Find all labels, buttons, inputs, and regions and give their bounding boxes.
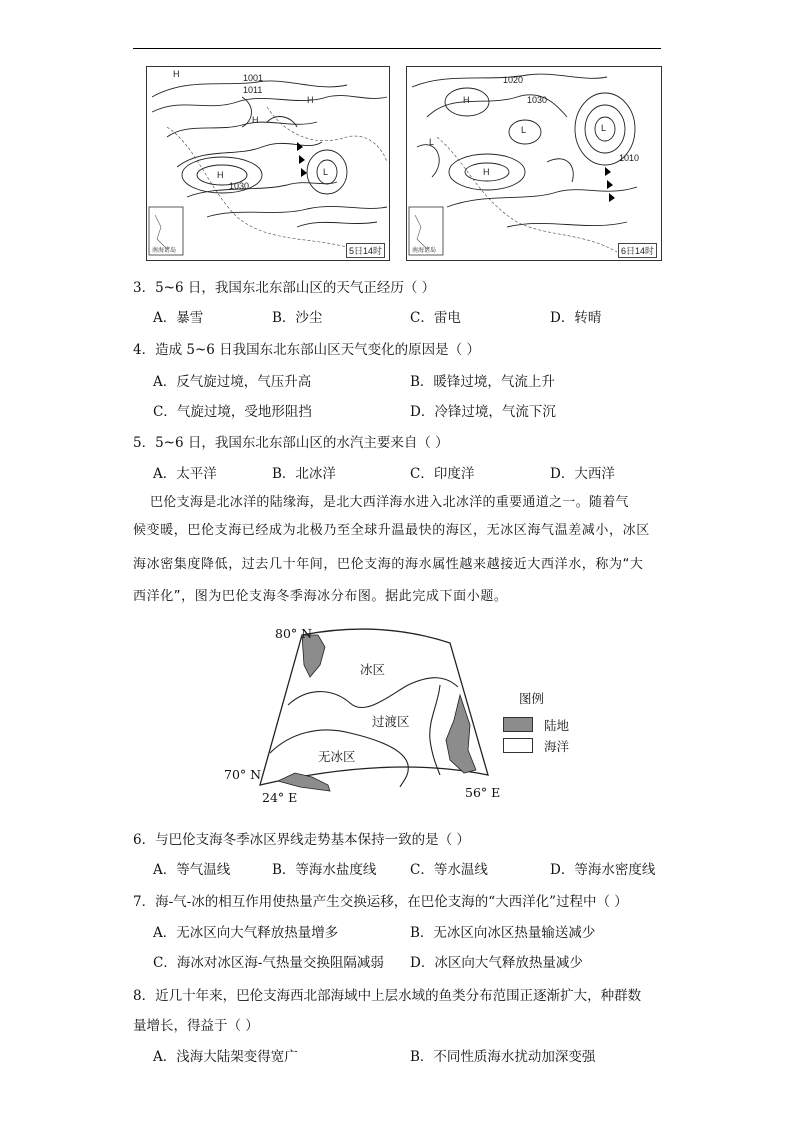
weather-map-day6: [406, 66, 662, 261]
isobar-lines-day5: [147, 67, 389, 260]
question-7-option-d[interactable]: D．冰区向大气释放热量减少: [410, 955, 583, 971]
legend-title: 图例: [519, 691, 545, 706]
high-pressure-label: H: [173, 69, 180, 79]
legend-ocean-label: 海洋: [544, 739, 570, 754]
question-8-option-a[interactable]: A．浅海大陆架变得宽广: [153, 1049, 298, 1065]
header-rule: [133, 48, 661, 49]
question-5-option-b[interactable]: B．北冰洋: [272, 466, 336, 482]
isobar-value-label: 1020: [503, 75, 524, 85]
passage-line-2: 候变暖，巴伦支海已经成为北极乃至全球升温最快的海区，无冰区海气温差减小，冰区: [133, 523, 650, 538]
question-3-stem: 3．5~6 日，我国东北东部山区的天气正经历（ ）: [133, 280, 436, 296]
low-pressure-label: L: [323, 167, 329, 177]
legend-land-label: 陆地: [544, 718, 570, 733]
question-5-option-a[interactable]: A．太平洋: [153, 466, 217, 482]
low-pressure-label: L: [521, 125, 527, 135]
question-8-stem-line-2: 量增长，得益于（ ）: [133, 1018, 259, 1034]
isobar-value-label: 1011: [243, 85, 263, 95]
isobar-value-label: 1030: [527, 95, 548, 105]
question-7-option-a[interactable]: A．无冰区向大气释放热量增多: [153, 925, 339, 941]
question-6-option-c[interactable]: C．等水温线: [410, 862, 488, 878]
legend-ocean-swatch: [503, 738, 533, 753]
isobar-value-label: 1010: [619, 153, 640, 163]
question-6-option-b[interactable]: B．等海水盐度线: [272, 862, 377, 878]
inset-label: 南海诸岛: [152, 248, 177, 254]
question-7-option-c[interactable]: C．海冰对冰区海-气热量交换阻隔减弱: [153, 955, 384, 971]
high-pressure-label: H: [217, 170, 224, 180]
latitude-bottom-label: 70° N: [224, 767, 262, 782]
question-4-option-b[interactable]: B．暖锋过境，气流上升: [410, 374, 555, 390]
question-8-option-b[interactable]: B．不同性质海水扰动加深变强: [410, 1049, 596, 1065]
low-pressure-label: L: [429, 137, 435, 147]
high-pressure-label: H: [307, 95, 314, 105]
question-3-option-c[interactable]: C．雷电: [410, 310, 461, 326]
longitude-left-label: 24° E: [262, 790, 298, 805]
low-pressure-label: L: [601, 123, 607, 133]
zone-free-label: 无冰区: [318, 749, 356, 764]
question-5-option-c[interactable]: C．印度洋: [410, 466, 475, 482]
passage-line-4: 西洋化”，图为巴伦支海冬季海冰分布图。据此完成下面小题。: [133, 589, 508, 604]
weather-map-day5: [146, 66, 390, 261]
question-6-stem: 6．与巴伦支海冬季冰区界线走势基本保持一致的是（ ）: [133, 832, 470, 848]
high-pressure-label: H: [483, 167, 490, 177]
question-6-option-a[interactable]: A．等气温线: [153, 862, 231, 878]
question-4-option-c[interactable]: C．气旋过境，受地形阻挡: [153, 404, 312, 420]
question-6-option-d[interactable]: D．等海水密度线: [550, 862, 656, 878]
isobar-value-label: 1030: [229, 181, 250, 191]
question-4-option-d[interactable]: D．冷锋过境，气流下沉: [410, 404, 556, 420]
zone-transition-label: 过渡区: [372, 714, 410, 729]
question-8-stem-line-1: 8．近几十年来，巴伦支海西北部海域中上层水域的鱼类分布范围正逐渐扩大，种群数: [133, 988, 642, 1004]
map-time-label: 6日14时: [618, 243, 657, 258]
isobar-value-label: 1001: [243, 73, 264, 83]
high-pressure-label: H: [252, 115, 259, 125]
question-7-option-b[interactable]: B．无冰区向冰区热量输送减少: [410, 925, 596, 941]
question-5-stem: 5．5~6 日，我国东北东部山区的水汽主要来自（ ）: [133, 435, 449, 451]
longitude-right-label: 56° E: [465, 785, 501, 800]
question-3-option-b[interactable]: B．沙尘: [272, 310, 323, 326]
latitude-top-label: 80° N: [275, 626, 313, 641]
question-4-stem: 4．造成 5~6 日我国东北东部山区天气变化的原因是（ ）: [133, 342, 480, 358]
legend-land-swatch: [503, 717, 533, 732]
passage-line-1: 巴伦支海是北冰洋的陆缘海，是北大西洋海水进入北冰洋的重要通道之一。随着气: [150, 495, 629, 510]
question-4-option-a[interactable]: A．反气旋过境，气压升高: [153, 374, 312, 390]
high-pressure-label: H: [463, 95, 470, 105]
question-5-option-d[interactable]: D．大西洋: [550, 466, 615, 482]
passage-line-3: 海冰密集度降低，过去几十年间，巴伦支海的海水属性越来越接近大西洋水，称为“大: [133, 557, 644, 572]
inset-label: 南海诸岛: [412, 248, 437, 254]
zone-ice-label: 冰区: [360, 662, 386, 677]
map-time-label: 5日14时: [346, 243, 385, 258]
question-3-option-d[interactable]: D．转晴: [550, 310, 602, 326]
question-3-option-a[interactable]: A．暴雪: [153, 310, 204, 326]
question-7-stem: 7．海-气-冰的相互作用使热量产生交换运移，在巴伦支海的“大西洋化”过程中（ ）: [133, 894, 628, 910]
